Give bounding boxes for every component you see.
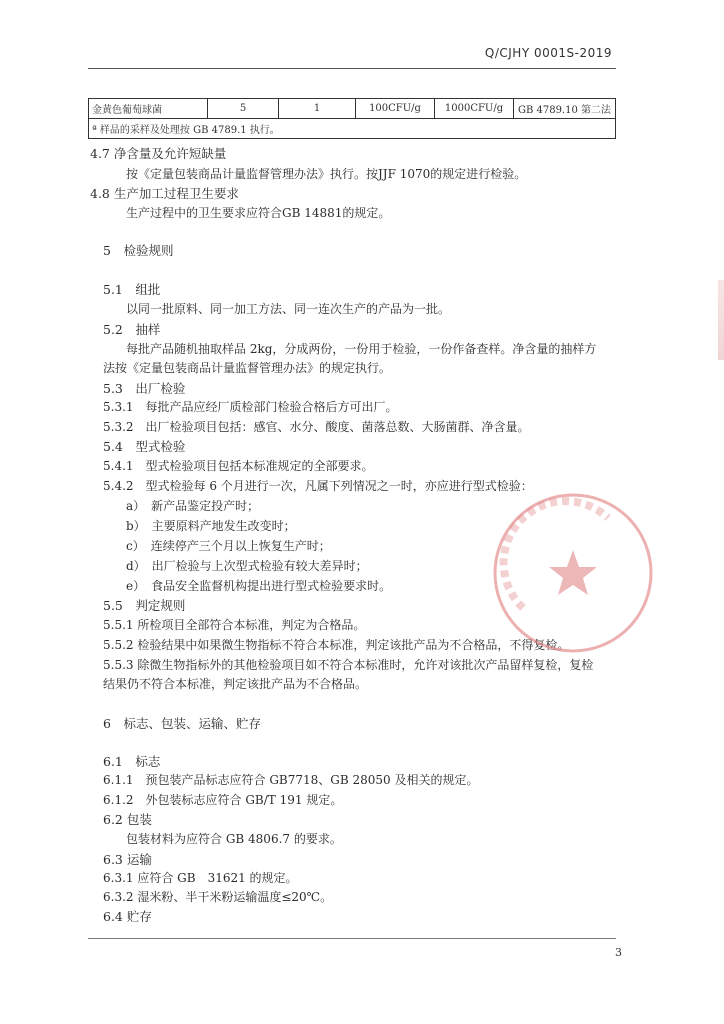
list-item: e） 食品安全监督机构提出进行型式检验要求时。 [126,579,392,593]
section-heading: 6.4 贮存 [103,909,152,924]
section-heading: 5.1 组批 [103,282,161,297]
section-heading: 6.3 运输 [103,852,152,867]
paragraph: 结果仍不符合本标准，判定该批产品为不合格品。 [103,677,368,691]
paragraph: 5.4.2 型式检验每 6 个月进行一次，凡属下列情况之一时，亦应进行型式检验： [103,479,533,493]
section-heading: 5.5 判定规则 [103,598,186,613]
paragraph: 5.3.2 出厂检验项目包括：感官、水分、酸度、菌落总数、大肠菌群、净含量。 [103,420,530,434]
paragraph: 5.3.1 每批产品应经厂质检部门检验合格后方可出厂。 [103,400,398,414]
seal-star-icon [549,550,597,595]
list-item: a） 新产品鉴定投产时； [126,499,260,513]
footer-rule [88,938,616,939]
document-code: Q/CJHY 0001S-2019 [484,46,612,60]
company-seal [488,488,658,658]
paragraph: 5.5.2 检验结果中如果微生物指标不符合本标准，判定该批产品为不合格品，不得复检。 [103,638,570,652]
table-note-row [89,119,616,139]
table-note: ª 样品的采样及处理按 GB 4789.1 执行。 [89,119,616,139]
paragraph: 按《定量包装商品计量监督管理办法》执行。按JJF 1070的规定进行检验。 [126,167,527,181]
paragraph: 以同一批原料、同一加工方法、同一连次生产的产品为一批。 [126,302,451,316]
paragraph: 6.3.2 湿米粉、半干米粉运输温度≤20℃。 [103,890,333,904]
paragraph: 6.1.1 预包装产品标志应符合 GB7718、GB 28050 及相关的规定。 [103,773,479,787]
table-row [89,99,616,119]
table-cell: 1 [279,99,356,119]
table-cell: 5 [208,99,279,119]
paragraph: 5.5.3 除微生物指标外的其他检验项目如不符合本标准时，允许对该批次产品留样复检，复检 [103,658,594,672]
table-cell: 100CFU/g [356,99,435,119]
paragraph: 6.3.1 应符合 GB 31621 的规定。 [103,871,298,885]
section-heading: 5.3 出厂检验 [103,381,186,396]
microbial-limits-table [88,98,616,139]
chapter-heading: 5 检验规则 [103,243,174,258]
paragraph: 5.5.1 所检项目全部符合本标准，判定为合格品。 [103,618,366,632]
paragraph: 5.4.1 型式检验项目包括本标准规定的全部要求。 [103,459,374,473]
table-cell: 1000CFU/g [435,99,514,119]
paragraph: 包装材料为应符合 GB 4806.7 的要求。 [126,832,342,846]
section-heading: 4.8 生产加工过程卫生要求 [90,186,239,201]
section-heading: 5.4 型式检验 [103,439,186,454]
paragraph: 生产过程中的卫生要求应符合GB 14881的规定。 [126,206,391,220]
binding-edge-mark [718,280,724,360]
list-item: d） 出厂检验与上次型式检验有较大差异时； [126,559,368,573]
paragraph: 法按《定量包装商品计量监督管理办法》的规定执行。 [103,361,392,375]
header-rule [88,68,616,69]
paragraph: 6.1.2 外包装标志应符合 GB/T 191 规定。 [103,793,343,807]
section-heading: 4.7 净含量及允许短缺量 [90,146,227,161]
paragraph: 每批产品随机抽取样品 2kg，分成两份，一份用于检验，一份作备查样。净含量的抽样方 [126,342,597,356]
page-number: 3 [615,946,622,959]
section-heading: 5.2 抽样 [103,322,161,337]
section-heading: 6.2 包装 [103,812,152,827]
table-cell: 金黄色葡萄球菌 [89,99,208,119]
section-heading: 6.1 标志 [103,754,161,769]
table-cell: GB 4789.10 第二法 [514,99,616,119]
list-item: c） 连续停产三个月以上恢复生产时； [126,539,331,553]
chapter-heading: 6 标志、包装、运输、贮存 [103,716,261,731]
list-item: b） 主要原料产地发生改变时； [126,519,296,533]
